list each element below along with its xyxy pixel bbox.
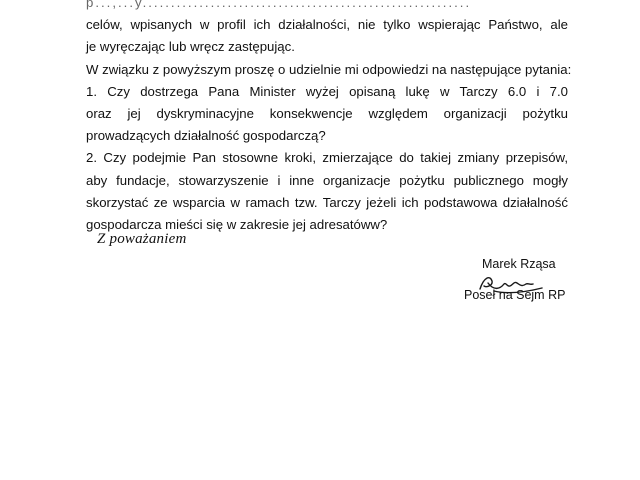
closing-salutation: Z poważaniem (97, 231, 187, 247)
question-1-line: 1. Czy dostrzega Pana Minister wyżej opisaną lukę w Tarczy 6.0 i 7.0 (86, 83, 568, 99)
question-1-line: prowadzących działalność gospodarczą? (86, 128, 326, 144)
question-2-line: gospodarcza mieści się w zakresie jej adresatóww? (86, 216, 388, 232)
question-2-line: 2. Czy podejmie Pan stosowne kroki, zmierzające do takiej zmiany przepisów, (86, 150, 568, 166)
cut-off-line: p...,...y.......................................................... (86, 0, 472, 10)
signer-name: Marek Rząsa (482, 257, 556, 271)
body-line: W związku z powyższym proszę o udzielnie mi odpowiedzi na następujące pytania: (86, 61, 572, 77)
body-line: celów, wpisanych w profil ich działalności, nie tylko wspierając Państwo, ale (86, 17, 568, 33)
body-line: je wyręczając lub wręcz zastępując. (86, 39, 295, 55)
question-1-line: oraz jej dyskryminacyjne konsekwencje względem organizacji pożytku (86, 105, 568, 121)
question-2-line: aby fundacje, stowarzyszenie i inne organizacje pożytku publicznego mogły (86, 172, 568, 188)
question-2-line: skorzystać ze wsparcia w ramach tzw. Tarczy jeżeli ich podstawowa działalność (86, 194, 568, 210)
signer-title: Poseł na Sejm RP (464, 288, 566, 302)
letter-body (86, 0, 572, 236)
